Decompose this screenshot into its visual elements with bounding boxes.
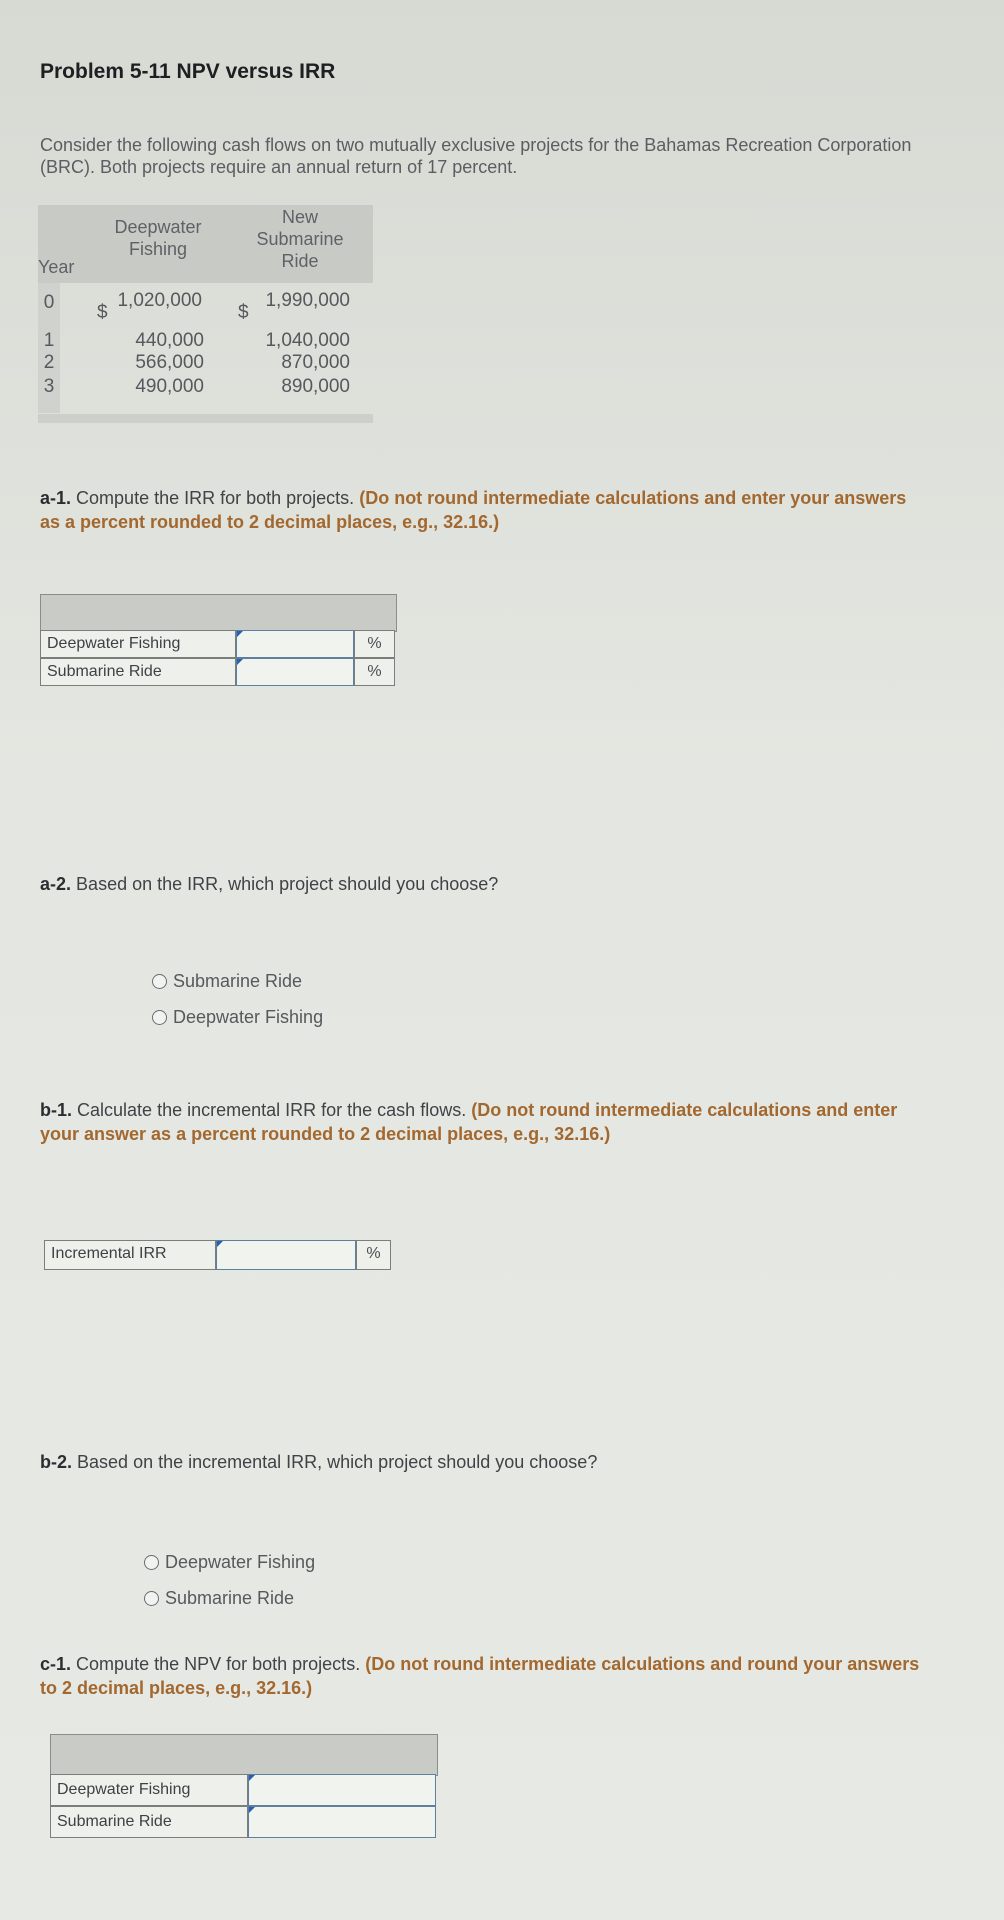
submarine-npv-input[interactable] (248, 1806, 436, 1838)
year-cell: 1 (43, 330, 55, 351)
b2-option[interactable]: Deepwater Fishing (144, 1552, 315, 1573)
deepwater-npv-input[interactable] (248, 1774, 436, 1806)
a1-row-label: Deepwater Fishing (40, 630, 236, 658)
question-a1: a-1. Compute the IRR for both projects. (Do not round intermediate calculations and enter your answers as a percent rounded to 2 decimal places, e.g., 32.16.) (40, 488, 907, 532)
deepwater-cell: 490,000 (135, 376, 204, 397)
a1-table-header (40, 594, 397, 632)
submarine-header: New Submarine Ride (256, 207, 344, 271)
c1-table-header (50, 1734, 438, 1776)
page-title: Problem 5-11 NPV versus IRR (40, 60, 336, 83)
deepwater-header: Deepwater Fishing (114, 217, 202, 259)
c1-row-label: Submarine Ride (50, 1806, 248, 1838)
b2-option[interactable]: Submarine Ride (144, 1588, 294, 1609)
currency-symbol: $ (97, 302, 108, 323)
a1-row-label: Submarine Ride (40, 658, 236, 686)
percent-unit: % (354, 630, 395, 658)
c1-row-label: Deepwater Fishing (50, 1774, 248, 1806)
year-cell: 3 (43, 376, 55, 397)
radio-icon[interactable] (144, 1555, 159, 1570)
currency-symbol: $ (238, 302, 249, 323)
submarine-irr-input[interactable] (236, 658, 354, 686)
deepwater-cell: 1,020,000 (117, 290, 202, 311)
incremental-irr-input[interactable] (216, 1240, 356, 1270)
submarine-cell: 1,040,000 (265, 330, 350, 351)
question-c1: c-1. Compute the NPV for both projects. (Do not round intermediate calculations and round your answers to 2 decimal places, e.g., 32.16.) (40, 1654, 920, 1698)
submarine-cell: 890,000 (281, 376, 350, 397)
question-b1: b-1. Calculate the incremental IRR for the cash flows. (Do not round intermediate calculations and enter your answer as a percent rounded to 2 decimal places, e.g., 32.16.) (40, 1100, 898, 1144)
submarine-cell: 870,000 (281, 352, 350, 373)
year-cell: 2 (43, 352, 55, 373)
incremental-irr-label: Incremental IRR (44, 1240, 216, 1270)
question-a2: a-2. Based on the IRR, which project should you choose? (40, 874, 499, 894)
submarine-cell: 1,990,000 (265, 290, 350, 311)
cash-flow-table-footer (38, 414, 373, 423)
question-b2: b-2. Based on the incremental IRR, which project should you choose? (40, 1452, 598, 1472)
deepwater-cell: 440,000 (135, 330, 204, 351)
percent-unit: % (354, 658, 395, 686)
year-header: Year (38, 257, 75, 277)
radio-icon[interactable] (144, 1591, 159, 1606)
a2-option[interactable]: Submarine Ride (152, 971, 302, 992)
radio-icon[interactable] (152, 974, 167, 989)
year-cell: 0 (43, 292, 55, 313)
percent-unit: % (356, 1240, 391, 1270)
radio-icon[interactable] (152, 1010, 167, 1025)
deepwater-cell: 566,000 (135, 352, 204, 373)
a2-option[interactable]: Deepwater Fishing (152, 1007, 323, 1028)
problem-intro: Consider the following cash flows on two mutually exclusive projects for the Bahamas Recreation Corporation (BRC). Both projects require an annual return of 17 percent. (40, 135, 912, 177)
deepwater-irr-input[interactable] (236, 630, 354, 658)
